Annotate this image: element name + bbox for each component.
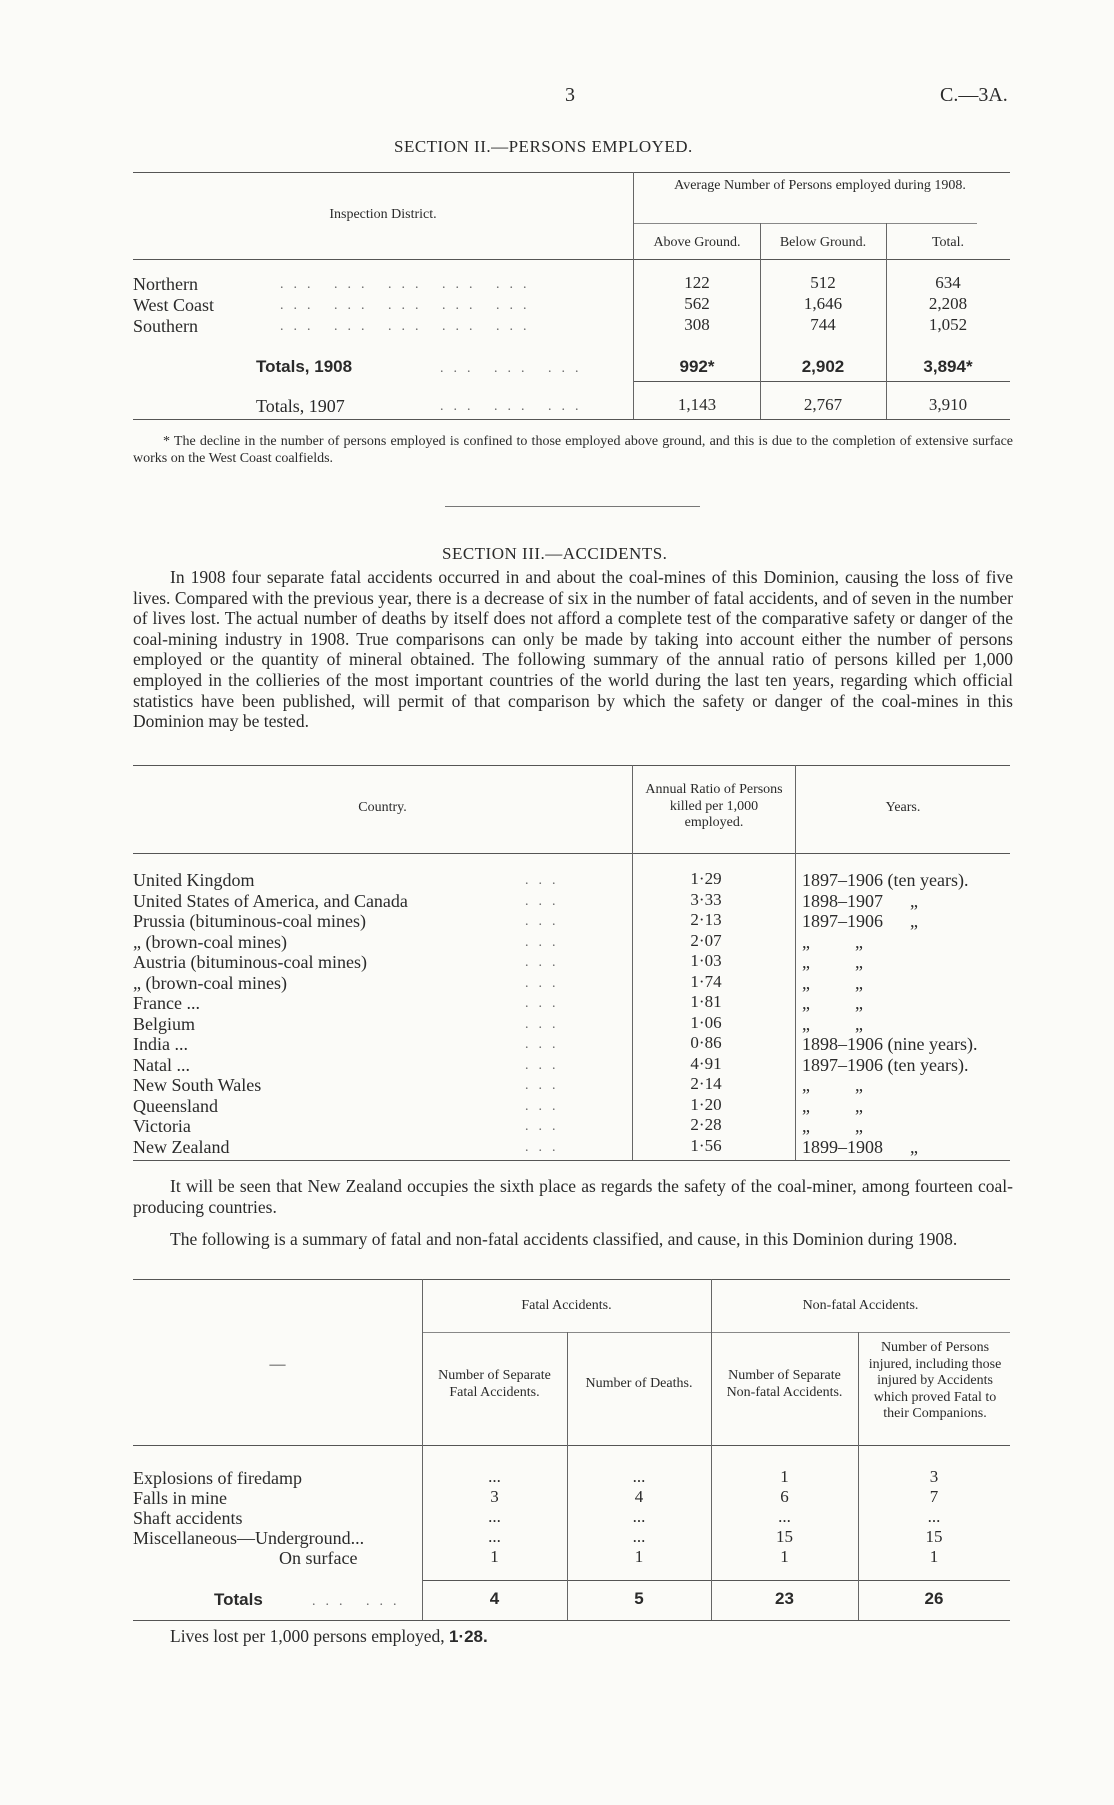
col-separate-non-fatal: Number of Separate Non-fatal Accidents. bbox=[726, 1368, 843, 1400]
above-value: 1,143 bbox=[677, 395, 717, 414]
total-value: 3,894* bbox=[923, 357, 973, 376]
years-value: „ „ bbox=[802, 931, 863, 952]
deaths-value: ... bbox=[632, 1467, 646, 1486]
lives-lost-value: 1·28. bbox=[448, 1627, 488, 1646]
deaths-value: 4 bbox=[634, 1487, 644, 1506]
total-value: 634 bbox=[935, 273, 961, 292]
separate-fatal-value: ... bbox=[488, 1527, 501, 1546]
below-value: 1,646 bbox=[803, 294, 843, 313]
total-value: 3,910 bbox=[928, 395, 968, 414]
col-separate-fatal: Number of Separate Fatal Accidents. bbox=[438, 1368, 551, 1400]
total-value: 1,052 bbox=[928, 315, 968, 334]
ranking-paragraph: It will be seen that New Zealand occupies the sixth place as regards the safety of the coal-miner, among fourteen coal-producing countries. bbox=[133, 1176, 1013, 1217]
page-number: 3 bbox=[565, 84, 575, 106]
years-value: 1897–1906 (ten years). bbox=[802, 1054, 969, 1075]
ratio-value: 4·91 bbox=[690, 1053, 722, 1073]
total-value: 2,208 bbox=[928, 294, 968, 313]
injured-value: 1 bbox=[929, 1547, 939, 1566]
below-value: 2,767 bbox=[803, 395, 843, 414]
years-value: 1898–1906 (nine years). bbox=[802, 1034, 978, 1054]
country-name: „ (brown-coal mines) bbox=[133, 931, 287, 952]
years-value: 1897–1906 (ten years). bbox=[802, 870, 969, 890]
years-value: 1899–1908 „ bbox=[802, 1136, 918, 1157]
ratio-value: 2·28 bbox=[690, 1115, 722, 1134]
injured-total: 26 bbox=[924, 1589, 944, 1608]
footnote: * The decline in the number of persons employed is confined to those employed above ground, and this is due to the completion of extensive surface works on the West Coast coalfields. bbox=[133, 434, 1013, 466]
country-name: Austria (bituminous-coal mines) bbox=[133, 952, 367, 972]
injured-value: 3 bbox=[929, 1467, 939, 1486]
separate-fatal-value: ... bbox=[488, 1507, 501, 1526]
injured-value: 15 bbox=[925, 1527, 943, 1546]
col-country: Country. bbox=[358, 800, 407, 815]
years-value: „ „ bbox=[802, 972, 863, 993]
blank-header-dash: — bbox=[269, 1356, 286, 1373]
above-value: 308 bbox=[684, 315, 710, 334]
ratio-value: 1·81 bbox=[690, 992, 722, 1011]
injured-value: ... bbox=[927, 1507, 941, 1526]
years-value: „ „ bbox=[802, 993, 863, 1013]
deaths-value: ... bbox=[632, 1527, 646, 1546]
section-2-title: SECTION II.—PERSONS EMPLOYED. bbox=[394, 137, 693, 156]
section-3-title: SECTION III.—ACCIDENTS. bbox=[442, 544, 668, 563]
non-fatal-value: 1 bbox=[780, 1547, 789, 1566]
below-value: 512 bbox=[810, 273, 836, 292]
district-name: West Coast bbox=[133, 295, 215, 315]
country-name: India ... bbox=[133, 1034, 188, 1054]
country-name: Victoria bbox=[133, 1116, 191, 1136]
country-name: New Zealand bbox=[133, 1136, 230, 1157]
ratio-value: 2·07 bbox=[690, 930, 722, 950]
below-value: 744 bbox=[810, 315, 836, 334]
ratio-value: 1·06 bbox=[690, 1012, 722, 1032]
page-reference: C.—3A. bbox=[940, 84, 1008, 106]
accident-cause: On surface bbox=[279, 1548, 358, 1568]
country-name: Natal ... bbox=[133, 1054, 190, 1075]
ratio-value: 1·56 bbox=[690, 1135, 722, 1155]
accident-cause: Explosions of firedamp bbox=[133, 1468, 302, 1488]
col-years: Years. bbox=[885, 800, 921, 815]
col-above-ground: Above Ground. bbox=[653, 235, 741, 250]
col-below-ground: Below Ground. bbox=[779, 235, 867, 250]
years-value: „ „ bbox=[802, 1013, 863, 1034]
years-value: „ „ bbox=[802, 1075, 863, 1095]
totals-1907-label: Totals, 1907 bbox=[256, 396, 345, 416]
years-value: 1897–1906 „ bbox=[802, 911, 918, 931]
district-name: Northern bbox=[133, 274, 198, 294]
accident-cause: Falls in mine bbox=[133, 1488, 227, 1508]
document-page: 3 C.—3A. SECTION II.—PERSONS EMPLOYED. Inspection District. Average Number of Persons employed during 1908. Above Ground. Below Ground. Total. Northern ... ... ... ... ... 122 512 634 West Coast ... ... ... ... ... 562 1,646 2,208 Southern ... ... ... ... ... 308 744 1,052 Totals, 1908 ... ... ... 992* 2,902 3,894* Totals, 1907 ... ... ... 1,143 2,767 3,910 * The decline in the number of persons employed is confined to those employed above ground, and this is due to the completion of extensive surface works on the West Coast coalfields. SECTION III.—ACCIDENTS. In 1908 four separate fatal accidents occurred in and about the coal-mines of this Dominion, causing the loss of five lives. Compared with the previous year, there is a decrease of six in the number of fatal accidents, and of seven in the number of lives lost. The actual number of deaths by itself does not afford a complete test of the comparative safety or danger of the coal-mining industry in 1908. True comparisons can only be made by taking into account either the number of persons employed or the quantity of mineral obtained. The following summary of the annual ratio of persons killed per 1,000 employed in the collieries of the most important countries of the world during the last ten years, regarding which official statistics have been published, will permit of that comparison by which the safety or danger of the coal-mines in this Dominion may be tested. Country. Annual Ratio of Persons killed per 1,000 employed. Years. United Kingdom ... 1·29 1897–1906 (ten years). United States of America, and Canada ... 3·33 1898–1907 „ Prussia (bituminous-coal mines) ... 2·13 1897–1906 „ „ (brown-coal mines) ... 2·07 „ „ Austria (bituminous-coal mines) ... 1·03 „ „ „ (brown-coal mines) ... 1·74 „ „ France ... ... 1·81 „ „ Belgium ... 1·06 „ „ India ... ... 0·86 1898–1906 (nine years). Natal ... ... 4·91 1897–1906 (ten years). New South Wales ... 2·14 „ „ Queensland ... 1·20 „ „ Victoria ... 2·28 „ „ New Zealand ... 1·56 1899–1908 „ It will be seen that New Zealand occupies the sixth place as regards the safety of the coal-miner, among fourteen coal-producing countries. The following is a summary of fatal and non-fatal accidents classified, and cause, in this Dominion during 1908. — Fatal Accidents. Non-fatal Accidents. Number of Separate Fatal Accidents. Number of Deaths. Number of Separate Non-fatal Accidents. Number of Persons injured, including those injured by Accidents which proved Fatal to their Companions. Explosions of firedamp ... ... 1 3 Falls in mine 3 4 6 7 Shaft accidents ... ... ... ... Miscellaneous—Underground... ... ... 15 15 On surface 1 1 1 1 Totals ... ... 4 5 23 26 Lives lost per 1,000 persons employed, 1·28. bbox=[133, 84, 1013, 1646]
separate-fatal-value: ... bbox=[488, 1467, 501, 1486]
accident-cause: Miscellaneous—Underground... bbox=[133, 1528, 365, 1548]
totals-label: Totals bbox=[214, 1590, 263, 1609]
col-inspection-district: Inspection District. bbox=[329, 207, 437, 222]
country-name: Queensland bbox=[133, 1095, 218, 1116]
col-annual-ratio: Annual Ratio of Persons killed per 1,000 employed. bbox=[645, 782, 783, 830]
ratio-value: 0·86 bbox=[690, 1033, 722, 1052]
separate-fatal-value: 3 bbox=[490, 1487, 499, 1506]
years-value: „ „ bbox=[802, 1116, 863, 1136]
years-value: „ „ bbox=[802, 952, 863, 972]
country-name: United States of America, and Canada bbox=[133, 890, 408, 911]
col-total: Total. bbox=[931, 235, 965, 250]
lives-lost-line bbox=[170, 1626, 488, 1647]
injured-value: 7 bbox=[929, 1487, 939, 1506]
non-fatal-value: 1 bbox=[780, 1467, 789, 1486]
deaths-value: ... bbox=[632, 1507, 646, 1526]
above-value: 992* bbox=[679, 357, 715, 376]
non-fatal-value: 6 bbox=[780, 1487, 789, 1506]
fatal-total: 4 bbox=[489, 1589, 500, 1608]
deaths-total: 5 bbox=[634, 1589, 644, 1608]
ratio-value: 1·20 bbox=[690, 1094, 722, 1114]
accident-cause: Shaft accidents bbox=[133, 1508, 243, 1528]
non-fatal-value: 15 bbox=[776, 1527, 793, 1546]
separate-fatal-value: 1 bbox=[490, 1547, 499, 1566]
ratio-value: 2·13 bbox=[690, 910, 722, 929]
non-fatal-total: 23 bbox=[775, 1589, 794, 1608]
col-non-fatal-accidents: Non-fatal Accidents. bbox=[802, 1298, 919, 1313]
accidents-intro-paragraph: In 1908 four separate fatal accidents occurred in and about the coal-mines of this Dominion, causing the loss of five lives. Compared with the previous year, there is a decrease of six in the number of fatal accidents, and of seven in the number of lives lost. The actual number of deaths by itself does not afford a complete test of the comparative safety or danger of the coal-mining industry in 1908. True comparisons can only be made by taking into account either the number of persons employed or the quantity of mineral obtained. The following summary of the annual ratio of persons killed per 1,000 employed in the collieries of the most important countries of the world during the last ten years, regarding which official statistics have been published, will permit of that comparison by which the safety or danger of the coal-mines in this Dominion may be tested. bbox=[133, 567, 1013, 732]
above-value: 562 bbox=[684, 294, 710, 313]
col-average-employed: Average Number of Persons employed during 1908. bbox=[674, 178, 966, 193]
country-name: France ... bbox=[133, 993, 200, 1013]
above-value: 122 bbox=[684, 273, 710, 292]
col-persons-injured: Number of Persons injured, including those injured by Accidents which proved Fatal to their Companions. bbox=[868, 1340, 1002, 1421]
country-name: United Kingdom bbox=[133, 870, 255, 890]
section-divider bbox=[445, 506, 700, 507]
col-fatal-accidents: Fatal Accidents. bbox=[521, 1298, 612, 1313]
years-value: 1898–1907 „ bbox=[802, 890, 918, 911]
ratio-value: 1·74 bbox=[690, 971, 722, 991]
district-name: Southern bbox=[133, 316, 198, 336]
totals-1908-label: Totals, 1908 bbox=[256, 357, 353, 376]
lives-lost-text: Lives lost per 1,000 persons employed, bbox=[170, 1626, 449, 1646]
country-name: New South Wales bbox=[133, 1075, 262, 1095]
non-fatal-value: ... bbox=[778, 1507, 791, 1526]
country-name: Prussia (bituminous-coal mines) bbox=[133, 911, 366, 931]
years-value: „ „ bbox=[802, 1095, 863, 1116]
summary-intro-paragraph: The following is a summary of fatal and non-fatal accidents classified, and cause, in this Dominion during 1908. bbox=[170, 1229, 958, 1249]
country-name: Belgium bbox=[133, 1013, 195, 1034]
ratio-value: 2·14 bbox=[690, 1074, 722, 1093]
ratio-value: 1·03 bbox=[690, 951, 722, 970]
country-name: „ (brown-coal mines) bbox=[133, 972, 287, 993]
col-deaths: Number of Deaths. bbox=[585, 1376, 693, 1391]
deaths-value: 1 bbox=[634, 1547, 644, 1566]
below-value: 2,902 bbox=[801, 357, 845, 376]
ratio-value: 1·29 bbox=[690, 869, 722, 888]
ratio-value: 3·33 bbox=[690, 889, 722, 909]
